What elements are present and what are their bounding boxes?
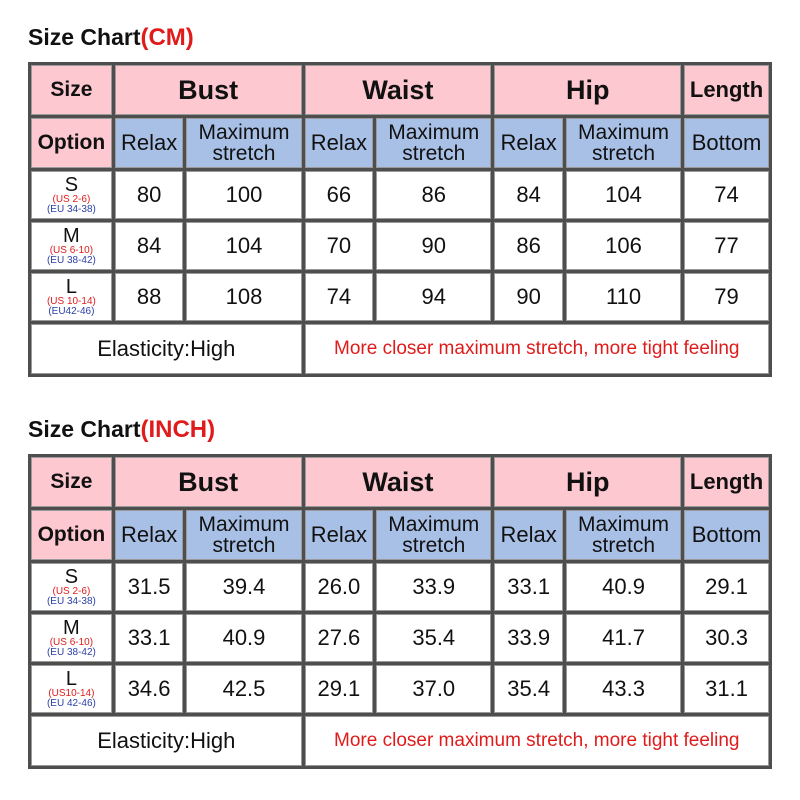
size-letter: M	[63, 617, 80, 639]
value-cell: 33.9	[376, 563, 491, 611]
max-line2: stretch	[402, 534, 466, 557]
value-cell: 29.1	[305, 665, 374, 713]
waist-header: Waist	[305, 457, 492, 507]
hip-header: Hip	[494, 457, 681, 507]
waist-max-stretch-header	[376, 510, 491, 560]
table-row	[31, 614, 769, 662]
hip-max-stretch-header	[566, 510, 681, 560]
max-line2: stretch	[212, 534, 276, 557]
value-cell: 40.9	[566, 563, 681, 611]
bust-header: Bust	[115, 65, 302, 115]
value-cell: 106	[566, 222, 681, 270]
value-cell: 104	[186, 222, 301, 270]
value-cell: 31.1	[684, 665, 769, 713]
value-cell: 100	[186, 171, 301, 219]
value-cell: 33.1	[494, 563, 563, 611]
value-cell: 39.4	[186, 563, 301, 611]
value-cell: 35.4	[494, 665, 563, 713]
size-header: Size	[31, 457, 112, 507]
chart-title-text: Size Chart	[28, 24, 141, 50]
hip-max-stretch-header	[566, 118, 681, 168]
eu-size: (EU 42-46)	[46, 698, 96, 709]
option-header: Option	[31, 510, 112, 560]
length-bottom-header: Bottom	[684, 118, 769, 168]
bust-relax-header: Relax	[115, 118, 184, 168]
table-row	[31, 665, 769, 713]
bust-header: Bust	[115, 457, 302, 507]
value-cell: 37.0	[376, 665, 491, 713]
chart-unit-label: (CM)	[140, 24, 194, 51]
hip-relax-header: Relax	[494, 510, 563, 560]
chart-unit-label: (INCH)	[140, 416, 216, 443]
value-cell: 74	[684, 171, 769, 219]
value-cell: 33.1	[115, 614, 184, 662]
value-cell: 79	[684, 273, 769, 321]
waist-relax-header: Relax	[305, 510, 374, 560]
value-cell: 35.4	[376, 614, 491, 662]
value-cell: 86	[494, 222, 563, 270]
hip-relax-header: Relax	[494, 118, 563, 168]
max-line1: Maximum	[578, 121, 670, 144]
length-header: Length	[684, 65, 769, 115]
value-cell: 31.5	[115, 563, 184, 611]
value-cell: 33.9	[494, 614, 563, 662]
table-row	[31, 171, 769, 219]
value-cell: 77	[684, 222, 769, 270]
us-size: (US 6-10)	[49, 245, 94, 256]
max-line2: stretch	[592, 142, 656, 165]
value-cell: 80	[115, 171, 184, 219]
size-header: Size	[31, 65, 112, 115]
eu-size: (EU 34-38)	[46, 204, 96, 215]
value-cell: 41.7	[566, 614, 681, 662]
value-cell: 84	[494, 171, 563, 219]
us-size: (US 6-10)	[49, 637, 94, 648]
stretch-note: More closer maximum stretch, more tight feeling	[305, 324, 769, 374]
max-line2: stretch	[212, 142, 276, 165]
value-cell: 90	[376, 222, 491, 270]
value-cell: 30.3	[684, 614, 769, 662]
value-cell: 90	[494, 273, 563, 321]
chart-title-inch	[28, 416, 215, 444]
us-size: (US10-14)	[48, 688, 95, 699]
table-row	[31, 222, 769, 270]
us-size: (US 2-6)	[52, 194, 91, 205]
option-header: Option	[31, 118, 112, 168]
eu-size: (EU 38-42)	[46, 255, 96, 266]
hip-header: Hip	[494, 65, 681, 115]
max-line1: Maximum	[388, 121, 480, 144]
value-cell: 94	[376, 273, 491, 321]
size-table-cm	[28, 62, 772, 377]
elasticity-label: Elasticity:High	[31, 324, 302, 374]
waist-max-stretch-header	[376, 118, 491, 168]
value-cell: 40.9	[186, 614, 301, 662]
us-size: (US 2-6)	[52, 586, 91, 597]
size-letter: S	[64, 174, 79, 196]
value-cell: 84	[115, 222, 184, 270]
chart-title-text: Size Chart	[28, 416, 141, 442]
value-cell: 26.0	[305, 563, 374, 611]
eu-size: (EU 34-38)	[46, 596, 96, 607]
size-option-cell	[31, 665, 112, 713]
size-letter: S	[64, 566, 79, 588]
value-cell: 86	[376, 171, 491, 219]
size-table-inch	[28, 454, 772, 769]
size-option-cell	[31, 222, 112, 270]
eu-size: (EU42-46)	[48, 306, 95, 317]
size-letter: M	[63, 225, 80, 247]
bust-max-stretch-header	[186, 118, 301, 168]
value-cell: 108	[186, 273, 301, 321]
size-option-cell	[31, 273, 112, 321]
bust-max-stretch-header	[186, 510, 301, 560]
value-cell: 70	[305, 222, 374, 270]
stretch-note: More closer maximum stretch, more tight feeling	[305, 716, 769, 766]
table-row	[31, 563, 769, 611]
size-option-cell	[31, 171, 112, 219]
max-line1: Maximum	[198, 121, 290, 144]
value-cell: 43.3	[566, 665, 681, 713]
max-line1: Maximum	[388, 513, 480, 536]
value-cell: 104	[566, 171, 681, 219]
us-size: (US 10-14)	[46, 296, 96, 307]
table-row	[31, 273, 769, 321]
waist-relax-header: Relax	[305, 118, 374, 168]
value-cell: 74	[305, 273, 374, 321]
eu-size: (EU 38-42)	[46, 647, 96, 658]
length-bottom-header: Bottom	[684, 510, 769, 560]
max-line1: Maximum	[198, 513, 290, 536]
value-cell: 34.6	[115, 665, 184, 713]
chart-title-cm	[28, 24, 194, 52]
value-cell: 29.1	[684, 563, 769, 611]
size-option-cell	[31, 563, 112, 611]
value-cell: 110	[566, 273, 681, 321]
value-cell: 42.5	[186, 665, 301, 713]
value-cell: 66	[305, 171, 374, 219]
max-line2: stretch	[402, 142, 466, 165]
size-option-cell	[31, 614, 112, 662]
waist-header: Waist	[305, 65, 492, 115]
value-cell: 88	[115, 273, 184, 321]
bust-relax-header: Relax	[115, 510, 184, 560]
elasticity-label: Elasticity:High	[31, 716, 302, 766]
length-header: Length	[684, 457, 769, 507]
max-line2: stretch	[592, 534, 656, 557]
max-line1: Maximum	[578, 513, 670, 536]
value-cell: 27.6	[305, 614, 374, 662]
size-letter: L	[65, 668, 77, 690]
size-letter: L	[65, 276, 77, 298]
